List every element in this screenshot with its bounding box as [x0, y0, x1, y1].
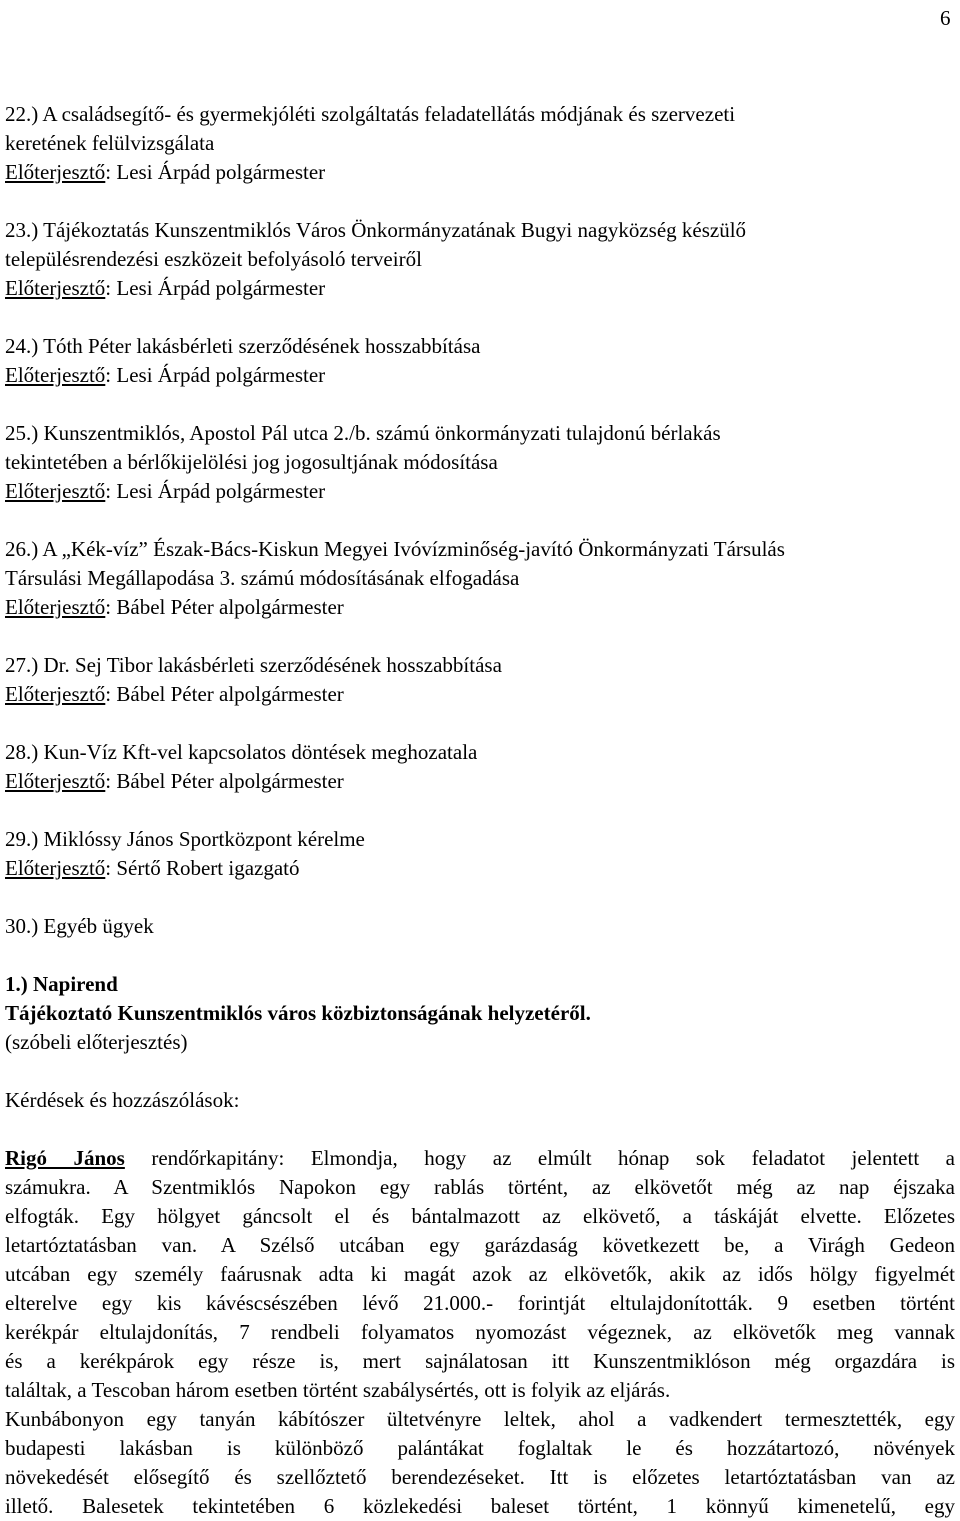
agenda-item: [5, 651, 955, 709]
agenda-item: [5, 332, 955, 390]
questions-label: Kérdések és hozzászólások:: [5, 1088, 240, 1112]
agenda-item-presenter: [5, 361, 955, 390]
agenda-item: [5, 216, 955, 303]
agenda-item: [5, 535, 955, 622]
agenda-item: [5, 100, 955, 187]
agenda-item-title-line: 22.) A családsegítő- és gyermekjóléti szolgáltatás feladatellátás módjának és szervezeti: [5, 102, 736, 126]
presenter-name: : Lesi Árpád polgármester: [105, 160, 326, 184]
paragraph-line: elfogták. Egy hölgyet gáncsolt el és bántalmazott az elkövető, a táskáját elvette. Előzetes: [5, 1204, 955, 1228]
section-title: Tájékoztató Kunszentmiklós város közbiztonságának helyzetéről.: [5, 1001, 591, 1025]
agenda-item: [5, 419, 955, 506]
agenda-item-presenter: [5, 477, 955, 506]
presenter-name: : Sértő Robert igazgató: [105, 856, 300, 880]
agenda-item-title-line: 26.) A „Kék-víz” Észak-Bács-Kiskun Megyei Ivóvízminőség-javító Önkormányzati Társulás: [5, 537, 785, 561]
agenda-item-presenter: [5, 593, 955, 622]
presenter-label: Előterjesztő: [5, 856, 106, 880]
presenter-name: : Bábel Péter alpolgármester: [105, 595, 344, 619]
agenda-item-presenter: [5, 854, 955, 883]
presenter-name: : Lesi Árpád polgármester: [105, 479, 326, 503]
document-body: [5, 100, 955, 1521]
agenda-item-title-line: 30.) Egyéb ügyek: [5, 914, 154, 938]
presenter-label: Előterjesztő: [5, 479, 106, 503]
section-heading: [5, 970, 955, 1057]
speaker-statement-start: rendőrkapitány: Elmondja, hogy az elmúlt hónap sok feladatot jelentett a: [124, 1146, 955, 1170]
paragraph-line: számukra. A Szentmiklós Napokon egy rablás történt, az elkövetőt még az nap éjszaka: [5, 1175, 955, 1199]
presenter-label: Előterjesztő: [5, 276, 106, 300]
paragraph-line: letartóztatásban van. A Szélső utcában egy garázdaság következett be, a Virágh Gedeon: [5, 1233, 955, 1257]
section-note: (szóbeli előterjesztés): [5, 1030, 188, 1054]
paragraph-line: elterelve egy kis kávéscsészében lévő 21.000.- forintját eltulajdonították. 9 esetben történt: [5, 1291, 955, 1315]
agenda-item-title-line: tekintetében a bérlőkijelölési jog jogosultjának módosítása: [5, 450, 498, 474]
agenda-list: [5, 100, 955, 941]
agenda-item-title-line: Társulási Megállapodása 3. számú módosításának elfogadása: [5, 566, 520, 590]
presenter-name: : Bábel Péter alpolgármester: [105, 682, 344, 706]
presenter-name: : Bábel Péter alpolgármester: [105, 769, 344, 793]
second-paragraph: [5, 1405, 955, 1521]
paragraph-line: és a kerékpárok egy része is, mert sajnálatosan itt Kunszentmiklóson még orgazdára is: [5, 1349, 955, 1373]
agenda-item-title-line: 23.) Tájékoztatás Kunszentmiklós Város Önkormányzatának Bugyi nagyközség készülő: [5, 218, 747, 242]
paragraph-line: budapesti lakásban is különböző palántákat foglaltak le és hozzátartozó, növények: [5, 1436, 955, 1460]
agenda-item-presenter: [5, 274, 955, 303]
agenda-item: [5, 912, 955, 941]
paragraph-line: utcában egy személy faárusnak adta ki magát azok az elkövetők, akik az idős hölgy figyelmét: [5, 1262, 955, 1286]
paragraph-line: kerékpár eltulajdonítás, 7 rendbeli folyamatos nyomozást végeznek, az elkövetők meg vannak: [5, 1320, 955, 1344]
agenda-item: [5, 825, 955, 883]
speaker-paragraph: [5, 1144, 955, 1405]
agenda-item-presenter: [5, 158, 955, 187]
presenter-label: Előterjesztő: [5, 363, 106, 387]
agenda-item-title-line: 25.) Kunszentmiklós, Apostol Pál utca 2./b. számú önkormányzati tulajdonú bérlakás: [5, 421, 721, 445]
agenda-item-title-line: keretének felülvizsgálata: [5, 131, 215, 155]
agenda-item-title-line: 28.) Kun-Víz Kft-vel kapcsolatos döntések meghozatala: [5, 740, 478, 764]
presenter-label: Előterjesztő: [5, 160, 106, 184]
agenda-item-title-line: településrendezési eszközeit befolyásoló terveiről: [5, 247, 422, 271]
agenda-item-title-line: 24.) Tóth Péter lakásbérleti szerződésének hosszabbítása: [5, 334, 481, 358]
paragraph-line: találtak, a Tescoban három esetben történt szabálysértés, ott is folyik az eljárás.: [5, 1378, 671, 1402]
agenda-item-presenter: [5, 680, 955, 709]
agenda-item-title-line: 27.) Dr. Sej Tibor lakásbérleti szerződésének hosszabbítása: [5, 653, 502, 677]
agenda-item-title-line: 29.) Miklóssy János Sportközpont kérelme: [5, 827, 365, 851]
speaker-name: Rigó János: [5, 1146, 125, 1170]
presenter-label: Előterjesztő: [5, 769, 106, 793]
page-number: 6: [940, 6, 951, 30]
paragraph-line: Kunbábonyon egy tanyán kábítószer ültetvényre leltek, ahol a vadkendert termesztették, egy: [5, 1407, 955, 1431]
presenter-label: Előterjesztő: [5, 682, 106, 706]
presenter-name: : Lesi Árpád polgármester: [105, 363, 326, 387]
presenter-label: Előterjesztő: [5, 595, 106, 619]
paragraph-line: illető. Balesetek tekintetében 6 közlekedési baleset történt, 1 könnyű kimenetelű, egy: [5, 1494, 955, 1518]
paragraph-line: [5, 1144, 955, 1173]
presenter-name: : Lesi Árpád polgármester: [105, 276, 326, 300]
section-number: 1.) Napirend: [5, 972, 118, 996]
agenda-item: [5, 738, 955, 796]
agenda-item-presenter: [5, 767, 955, 796]
paragraph-line: növekedését elősegítő és szellőztető berendezéseket. Itt is előzetes letartóztatásban van az: [5, 1465, 955, 1489]
